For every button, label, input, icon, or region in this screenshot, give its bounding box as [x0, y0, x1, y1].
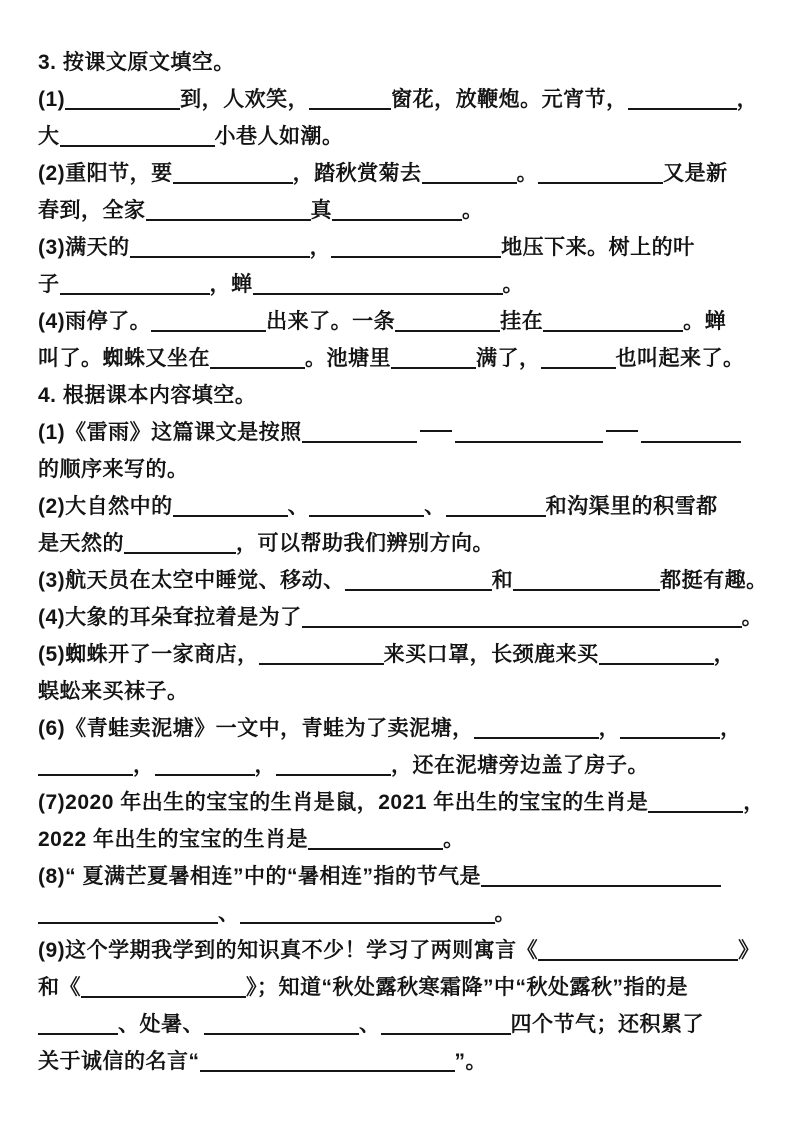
dash-line: [420, 430, 452, 432]
doc-line: [38, 1043, 769, 1080]
fill-blank: [381, 1012, 511, 1035]
text-run: 出来了。一条: [266, 310, 396, 333]
fill-blank: [302, 420, 417, 443]
fill-blank: [395, 309, 500, 332]
text-run: 、处暑、: [118, 1013, 204, 1036]
text-run: 叫了。蜘蛛又坐在: [38, 347, 210, 370]
doc-line: [38, 599, 769, 636]
text-run: 、: [287, 495, 310, 518]
fill-blank: [628, 87, 737, 110]
fill-blank: [259, 642, 384, 665]
text-run: 、: [359, 1013, 381, 1036]
text-run: (8)“ 夏满芒夏暑相连”中的“暑相连”指的节气是: [38, 865, 481, 888]
text-run: 又是新: [663, 162, 728, 185]
text-run: 》；知道“秋处露秋寒霜降”中“秋处露秋”指的是: [246, 976, 688, 999]
fill-blank: [620, 716, 720, 739]
text-run: 到，人欢笑，: [180, 88, 310, 111]
doc-line: [38, 784, 769, 821]
doc-line: [38, 488, 769, 525]
fill-blank: [302, 605, 742, 628]
text-run: 和: [491, 569, 514, 592]
doc-line: [38, 155, 769, 192]
doc-line: [38, 562, 769, 599]
text-run: ，: [720, 717, 742, 740]
doc-line: [38, 858, 769, 895]
text-run: ，: [254, 754, 276, 777]
text-run: 也叫起来了。: [615, 347, 745, 370]
text-run: 。蝉: [683, 310, 727, 333]
fill-blank: [331, 235, 501, 258]
text-run: ，: [133, 754, 155, 777]
fill-blank: [446, 494, 546, 517]
doc-line: [38, 821, 769, 858]
fill-blank: [309, 87, 391, 110]
text-run: 的顺序来写的。: [38, 458, 189, 481]
text-run: ，: [743, 791, 765, 814]
text-run: ，: [598, 717, 621, 740]
text-run: (3)满天的: [38, 236, 130, 259]
text-run: 是天然的: [38, 532, 124, 555]
fill-blank: [648, 790, 743, 813]
fill-blank: [332, 198, 462, 221]
fill-blank: [38, 901, 218, 924]
text-run: (7)2020 年出生的宝宝的生肖是鼠，2021 年出生的宝宝的生肖是: [38, 791, 649, 814]
text-run: 地压下来。树上的叶: [501, 236, 695, 259]
fill-blank: [65, 87, 180, 110]
doc-line: [38, 710, 769, 747]
doc-line: [38, 895, 769, 932]
text-run: ，可以帮助我们辨别方向。: [236, 532, 494, 555]
fill-blank: [422, 161, 517, 184]
text-run: 。: [462, 199, 484, 222]
dash-line: [606, 430, 638, 432]
fill-blank: [155, 753, 255, 776]
fill-blank: [38, 753, 133, 776]
fill-blank: [200, 1049, 455, 1072]
text-run: 和沟渠里的积雪都: [545, 495, 718, 518]
text-run: 真: [310, 199, 332, 222]
fill-blank: [276, 753, 391, 776]
doc-line: [38, 414, 769, 451]
fill-blank: [543, 309, 683, 332]
doc-line: [38, 340, 769, 377]
text-run: 大: [38, 125, 60, 148]
fill-blank: [481, 864, 721, 887]
fill-blank: [146, 198, 311, 221]
fill-blank: [391, 346, 476, 369]
doc-line: [38, 266, 769, 303]
fill-blank: [513, 568, 660, 591]
doc-line: [38, 747, 769, 784]
text-run: ，踏秋赏菊去: [292, 162, 422, 185]
text-run: (3)航天员在太空中睡觉、移动、: [38, 569, 345, 592]
text-run: 》: [738, 939, 760, 962]
text-run: 小巷人如潮。: [214, 125, 344, 148]
doc-line: [38, 932, 769, 969]
doc-line: [38, 44, 769, 81]
fill-blank: [151, 309, 266, 332]
fill-blank: [204, 1012, 359, 1035]
fill-blank: [309, 494, 424, 517]
doc-line: [38, 303, 769, 340]
text-run: 。池塘里: [305, 347, 391, 370]
doc-line: [38, 229, 769, 266]
fill-blank: [541, 346, 616, 369]
text-run: ，: [736, 88, 759, 111]
text-run: 和《: [38, 976, 81, 999]
text-run: (1)《雷雨》这篇课文是按照: [38, 421, 302, 444]
text-run: (2)重阳节，要: [38, 162, 173, 185]
fill-blank: [210, 346, 305, 369]
text-run: ，还在泥塘旁边盖了房子。: [391, 754, 649, 777]
text-run: (9)这个学期我学到的知识真不少！学习了两则寓言《: [38, 939, 539, 962]
text-run: 3. 按课文原文填空。: [38, 51, 235, 74]
text-run: (5)蜘蛛开了一家商店，: [38, 643, 259, 666]
text-run: 都挺有趣。: [660, 569, 768, 592]
fill-blank: [124, 531, 236, 554]
text-run: 、: [218, 902, 240, 925]
fill-blank: [130, 235, 310, 258]
fill-blank: [599, 642, 714, 665]
doc-line: [38, 81, 769, 118]
text-run: 春到，全家: [38, 199, 146, 222]
fill-blank: [538, 161, 663, 184]
text-run: 。: [494, 902, 516, 925]
text-run: 2022 年出生的宝宝的生肖是: [38, 828, 309, 851]
fill-blank: [81, 975, 246, 998]
text-run: 4. 根据课本内容填空。: [38, 384, 257, 407]
text-run: 窗花，放鞭炮。元宵节，: [391, 88, 628, 111]
doc-line: [38, 192, 769, 229]
text-run: 。: [502, 273, 524, 296]
text-run: 。: [516, 162, 539, 185]
worksheet-body: [38, 44, 769, 1080]
doc-line: [38, 1006, 769, 1043]
text-run: 四个节气；还积累了: [510, 1013, 704, 1036]
fill-blank: [474, 716, 599, 739]
text-run: 、: [424, 495, 446, 518]
text-run: (1): [38, 88, 66, 111]
doc-line: [38, 451, 769, 488]
text-run: (6)《青蛙卖泥塘》一文中，青蛙为了卖泥塘，: [38, 717, 474, 740]
fill-blank: [60, 272, 210, 295]
fill-blank: [253, 272, 503, 295]
text-run: (2)大自然中的: [38, 495, 173, 518]
fill-blank: [173, 161, 293, 184]
text-run: 。: [741, 606, 764, 629]
text-run: (4)雨停了。: [38, 310, 152, 333]
doc-line: [38, 377, 769, 414]
fill-blank: [240, 901, 495, 924]
text-run: (4)大象的耳朵耷拉着是为了: [38, 606, 302, 629]
fill-blank: [60, 124, 215, 147]
text-run: 子: [38, 273, 60, 296]
fill-blank: [345, 568, 492, 591]
text-run: 蜈蚣来买袜子。: [38, 680, 189, 703]
text-run: ”。: [454, 1050, 487, 1073]
text-run: 满了，: [476, 347, 541, 370]
text-run: 。: [443, 828, 465, 851]
fill-blank: [455, 420, 603, 443]
text-run: 来买口罩，长颈鹿来买: [383, 643, 599, 666]
text-run: 挂在: [500, 310, 544, 333]
doc-line: [38, 636, 769, 673]
doc-line: [38, 118, 769, 155]
fill-blank: [38, 1012, 118, 1035]
doc-line: [38, 673, 769, 710]
doc-line: [38, 969, 769, 1006]
text-run: ，: [713, 643, 736, 666]
fill-blank: [641, 420, 741, 443]
doc-line: [38, 525, 769, 562]
text-run: ，蝉: [209, 273, 253, 296]
text-run: ，: [309, 236, 332, 259]
fill-blank: [308, 827, 443, 850]
fill-blank: [173, 494, 288, 517]
text-run: 关于诚信的名言“: [38, 1050, 200, 1073]
fill-blank: [538, 938, 738, 961]
